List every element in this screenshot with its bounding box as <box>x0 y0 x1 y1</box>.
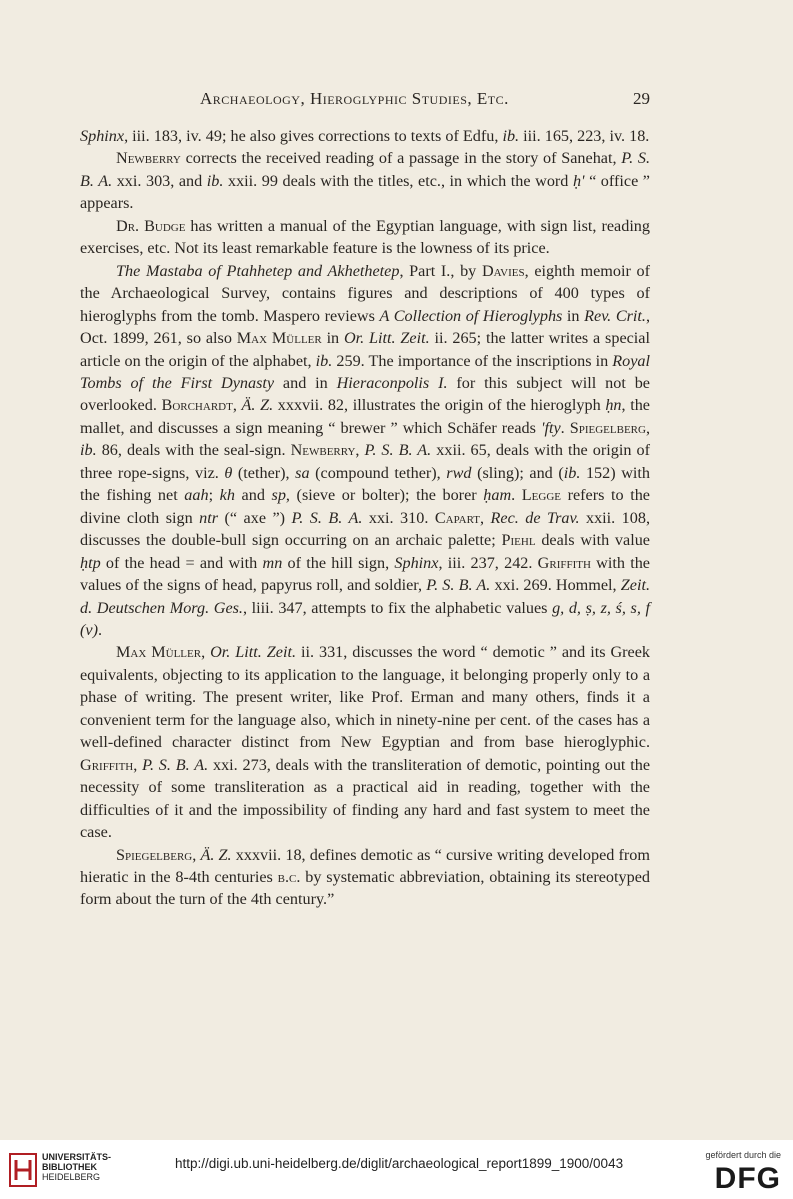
transliteration: 'fty <box>540 418 561 437</box>
journal-ref: Sphinx <box>394 553 439 572</box>
transliteration: mn <box>262 553 283 572</box>
text-run: 259. The importance of the inscriptions in <box>332 351 613 370</box>
author-name: Legge <box>521 486 561 505</box>
library-name-line: UNIVERSITÄTS- <box>42 1152 112 1162</box>
text-run: xxii. 108, discusses the double-bull sign occurring on an archaic palette; <box>80 508 651 550</box>
journal-ref: Or. Litt. Zeit. <box>210 643 297 662</box>
author-name: Capart <box>434 508 481 527</box>
journal-ref: Rev. Crit. <box>584 306 646 325</box>
viewer-footer <box>0 1140 793 1199</box>
permalink-url[interactable]: http://digi.ub.uni-heidelberg.de/diglit/archaeological_report1899_1900/0043 <box>175 1156 624 1171</box>
paragraph-6 <box>80 844 650 911</box>
library-name-line: BIBLIOTHEK <box>42 1162 97 1172</box>
transliteration: ḥn <box>605 396 622 415</box>
text-run: iii. 165, 223, iv. 18. <box>519 127 650 145</box>
text-run: . <box>511 486 522 505</box>
library-name <box>42 1152 111 1182</box>
text-run: of the hill sign, <box>282 553 395 572</box>
author-name: Max Müller <box>116 643 202 662</box>
text-run: , <box>480 508 491 527</box>
author-name: Davies <box>481 261 525 280</box>
text-run: and <box>234 486 272 505</box>
text-run: of the head = and with <box>100 553 263 572</box>
text-run: in <box>562 306 585 325</box>
text-run: . <box>97 620 103 639</box>
page-header <box>80 89 650 113</box>
journal-ref: Or. Litt. Zeit. <box>343 329 430 348</box>
text-run: (compound tether), <box>309 463 447 482</box>
text-run: xxxvii. 18, defines demotic as “ cursive writing developed from hieratic in the 8-4th centuries <box>80 845 650 886</box>
transliteration: kh <box>219 486 235 505</box>
journal-ref: Ä. Z. <box>241 396 274 415</box>
journal-ref: P. S. B. A. <box>426 576 491 595</box>
author-name: Piehl <box>501 531 536 550</box>
ref-abbrev: ib. <box>315 351 333 370</box>
author-name: Dr. Budge <box>116 216 186 235</box>
transliteration: sp <box>271 486 286 505</box>
text-run: , Part I., by <box>399 261 482 280</box>
text-run: by systematic abbreviation, obtaining its stereotyped form about the turn of the 4th century.” <box>80 867 650 909</box>
text-run: ii. 265; the latter writes a special article on the origin of the alphabet, <box>80 329 650 370</box>
text-run: xxi. 273, deals with the transliteration of demotic, pointing out the necessity of some transliteration as a practical aid in reading, together with the difficulties of it and the impossibility of finding any hard and fast system to meet the case. <box>80 755 650 842</box>
text-run: (tether), <box>232 463 296 482</box>
transliteration: θ <box>224 463 233 482</box>
text-run: xxi. 303, and <box>112 171 207 190</box>
journal-ref: P. S. B. A. <box>291 508 363 527</box>
text-run: ; <box>208 486 220 505</box>
text-run: in <box>321 329 344 348</box>
transliteration: sa <box>295 463 310 482</box>
book-title: Hieraconpolis I. <box>336 373 448 392</box>
text-run: 86, deals with the seal-sign. <box>96 441 291 460</box>
text-run: xxxvii. 82, illustrates the origin of the hieroglyph <box>273 396 606 415</box>
text-run: , eighth memoir of the Archaeological Survey, contains figures and descriptions of 400 types of hieroglyphs from the tomb. Maspero reviews <box>80 261 650 325</box>
paragraph-3 <box>80 215 650 260</box>
author-name: Griffith <box>80 755 134 774</box>
body-text <box>80 125 650 911</box>
book-title: Royal Tombs of the First Dynasty <box>80 351 650 392</box>
text-run: for this subject will not be overlooked. <box>80 373 650 415</box>
journal-ref: Zeit. d. Deutschen Morg. Ges. <box>80 576 650 617</box>
author-name: Borchardt <box>161 396 233 415</box>
ref-abbrev: ib. <box>80 441 97 460</box>
era-abbrev: b.c. <box>277 867 301 886</box>
library-name-line: HEIDELBERG <box>42 1172 101 1182</box>
text-run: , <box>133 755 143 774</box>
text-run: xxii. 65, deals with the origin of three rope-signs, viz. <box>80 441 650 482</box>
paragraph-4 <box>80 260 650 642</box>
paragraph-5 <box>80 641 650 843</box>
text-run: 152) with the fishing net <box>80 463 650 505</box>
text-run: , Oct. 1899, 261, so also <box>80 306 651 348</box>
text-run: and in <box>274 373 337 392</box>
paragraph-2 <box>80 147 650 214</box>
text-run: (“ axe ”) <box>218 508 292 527</box>
journal-ref: P. S. B. A. <box>142 755 209 774</box>
author-name: Max Müller <box>236 329 322 348</box>
book-title: A Collection of Hieroglyphs <box>379 306 563 325</box>
text-run: , (sieve or bolter); the borer <box>285 486 484 505</box>
author-name: Newberry <box>116 149 181 168</box>
text-run: . <box>560 418 570 437</box>
text-run: , <box>201 643 211 662</box>
journal-ref: Ä. Z. <box>200 845 232 864</box>
text-run: “ office ” appears. <box>80 171 650 213</box>
text-run: corrects the received reading of a passage in the story of Sanehat, <box>180 149 622 168</box>
funding-text: gefördert durch die <box>705 1150 781 1160</box>
transliteration: g, d, ṣ, z, ś, s, f (v) <box>80 598 650 639</box>
text-run: xxi. 310. <box>362 508 435 527</box>
ref-abbrev: ib. <box>563 463 581 482</box>
text-run: with the values of the signs of head, papyrus roll, and soldier, <box>80 553 650 595</box>
author-name: Griffith <box>537 553 591 572</box>
transliteration: rwd <box>446 463 472 482</box>
text-run: (sling); and ( <box>471 463 564 482</box>
text-run: refers to the divine cloth sign <box>80 486 650 527</box>
paragraph-1 <box>80 125 650 147</box>
ref-abbrev: ib. <box>206 171 224 190</box>
text-run: , iii. 237, 242. <box>438 553 538 572</box>
book-title: The Mastaba of Ptahhetep and Akhethetep <box>116 261 400 280</box>
transliteration: ntr <box>199 508 219 527</box>
journal-ref: P. S. B. A. <box>364 441 432 460</box>
author-name: Spiegelberg <box>116 845 193 864</box>
page-number: 29 <box>633 89 650 108</box>
dfg-logo-icon: DFG <box>714 1162 781 1195</box>
text-run: , <box>192 845 201 864</box>
author-name: Newberry <box>290 441 356 460</box>
transliteration: ḥtp <box>80 553 101 572</box>
journal-ref: Sphinx <box>80 127 125 145</box>
text-run: xxi. 269. Hommel, <box>490 576 621 595</box>
text-run: , <box>645 418 651 437</box>
running-title: Archaeology, Hieroglyphic Studies, Etc. <box>200 89 509 108</box>
text-run: xxii. 99 deals with the titles, etc., in which the word <box>223 171 573 190</box>
journal-ref: P. S. B. A. <box>80 149 650 190</box>
ref-abbrev: ib. <box>502 127 520 145</box>
text-run: ii. 331, discusses the word “ demotic ” and its Greek equivalents, objecting to its application to the language, it belonging properly only to a phase of writing. The present writer, like Prof. Erman and many others, finds it a convenient term for the language also, which in ninety-nine per cent. of the cases has a well-defined character distinct from New Egyptian and from base hieroglyphic. <box>80 643 650 752</box>
text-run: , iii. 183, iv. 49; he also gives corrections to texts of Edfu, <box>124 127 503 145</box>
text-run: , <box>355 441 365 460</box>
transliteration: aah <box>184 486 209 505</box>
text-run: , liii. 347, attempts to fix the alphabetic values <box>242 598 553 617</box>
university-logo-icon <box>8 1150 38 1190</box>
text-run: , <box>232 396 242 415</box>
author-name: Spiegelberg <box>569 418 646 437</box>
text-run: has written a manual of the Egyptian language, with sign list, reading exercises, etc. Not its least remarkable feature is the lowness of its price. <box>80 216 650 258</box>
transliteration: ḥ' <box>572 171 585 190</box>
transliteration: ḥam <box>483 486 512 505</box>
text-run: , the mallet, and discusses a sign meaning “ brewer ” which Schäfer reads <box>80 396 650 437</box>
journal-ref: Rec. de Trav. <box>490 508 580 527</box>
text-run: deals with value <box>535 531 650 550</box>
